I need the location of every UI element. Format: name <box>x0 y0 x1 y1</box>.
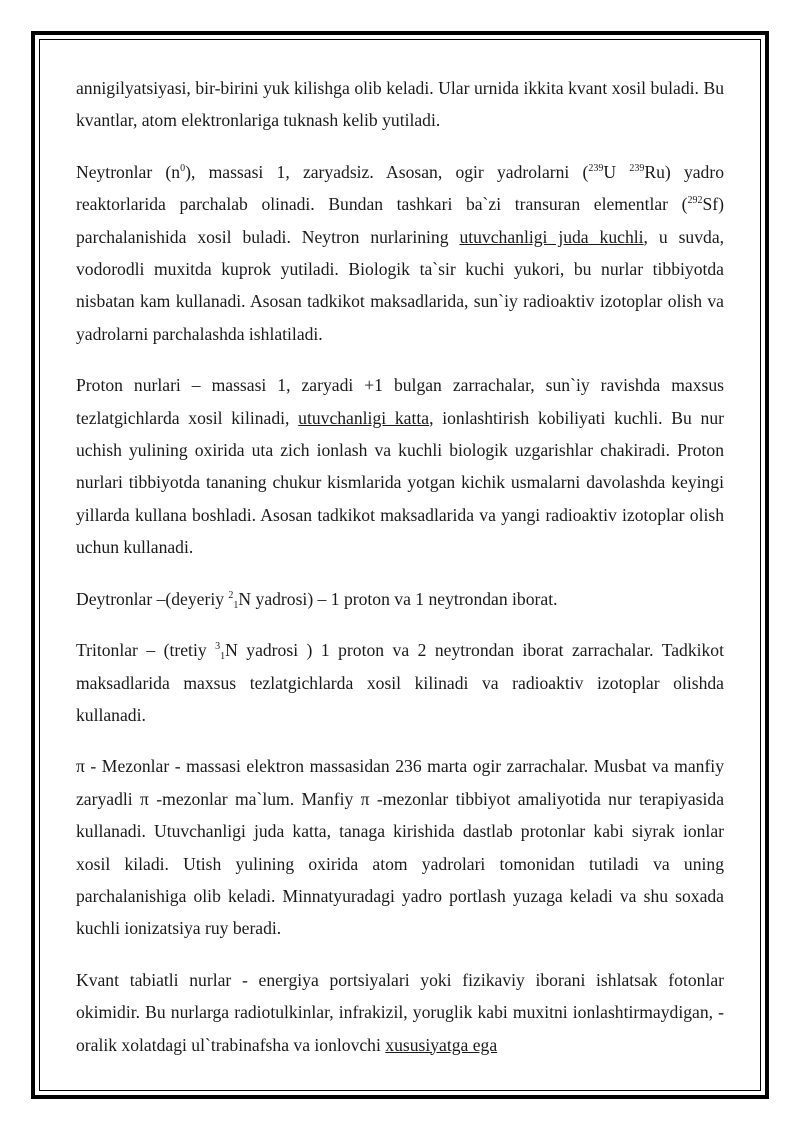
text-run: Proton nurlari – massasi 1, zaryadi +1 bulgan zarrachalar, sun`iy ravishda maxsus tezlatgichlarda xosil kilinadi, <box>76 375 724 428</box>
text-run: Tritonlar – (tretiy <box>76 640 216 661</box>
document-body <box>76 72 724 1061</box>
superscript: 2 <box>228 589 234 601</box>
underlined-phrase: utuvchanligi juda kuchli <box>459 226 644 247</box>
superscript: 292 <box>687 195 703 207</box>
paragraph-protons <box>76 369 724 563</box>
text-run: N yadrosi ) 1 proton va 2 neytrondan iborat zarrachalar. Tadkikot maksadlarida maxsus tezlatgichlarda xosil kilinadi va radioaktiv izotoplar olishda kullanadi. <box>76 640 724 725</box>
paragraph-quantum-rays <box>76 964 724 1061</box>
paragraph-tritons <box>76 634 724 731</box>
superscript: 239 <box>629 162 645 174</box>
superscript: 0 <box>180 162 186 174</box>
subscript: 1 <box>233 599 239 611</box>
text-run: N yadrosi) – 1 proton va 1 neytrondan iborat. <box>238 588 558 609</box>
text-run: Deytronlar –(deyeriy <box>76 588 229 609</box>
underlined-phrase: utuvchanligi katta <box>298 407 430 428</box>
text-run: Sf) parchalanishida xosil buladi. Neytron nurlarining <box>76 194 724 247</box>
superscript: 239 <box>588 162 604 174</box>
paragraph-text: annigilyatsiyasi, bir-birini yuk kilishga olib keladi. Ular urnida ikkita kvant xosil buladi. Bu kvantlar, atom elektronlariga tuknash kelib yutiladi. <box>76 78 724 131</box>
paragraph-annihilation <box>76 72 724 137</box>
text-run: U <box>603 161 630 182</box>
superscript: 3 <box>215 641 221 653</box>
text-run: Neytronlar (n <box>76 161 181 182</box>
text-run: ), massasi 1, zaryadsiz. Asosan, ogir yadrolarni ( <box>185 161 589 182</box>
paragraph-deuterons <box>76 583 724 615</box>
text-run: , u suvda, vodorodli muxitda kuprok yutiladi. Biologik ta`sir kuchi yukori, bu nurlar tibbiyotda nisbatan kam kullanadi. Asosan tadkikot maksadlarida, sun`iy radioaktiv izotoplar olish va yadrolarni parchalashda ishlatiladi. <box>76 226 725 344</box>
paragraph-neutrons <box>76 156 724 350</box>
subscript: 1 <box>220 651 226 663</box>
paragraph-pi-mesons <box>76 750 724 944</box>
paragraph-text: π - Mezonlar - massasi elektron massasidan 236 marta ogir zarrachalar. Musbat va manfiy zaryadli π -mezonlar ma`lum. Manfiy π -mezonlar tibbiyot amaliyotida nur terapiyasida kullanadi. Utuvchanligi juda katta, tanaga kirishida dastlab protonlar kabi siyrak ionlar xosil kiladi. Utish yulining oxirida atom yadrolari tomonidan tutiladi va uning parchalanishiga olib keladi. Minnatyuradagi yadro portlash yuzaga keladi va shu soxada kuchli ionizatsiya ruy beradi. <box>76 756 724 939</box>
text-run: Ru) yadro reaktorlarida parchalab olinadi. Bundan tashkari ba`zi transuran elementlar ( <box>76 161 724 215</box>
underlined-phrase: xususiyatga ega <box>385 1034 498 1055</box>
text-run: , ionlashtirish kobiliyati kuchli. Bu nur uchish yulining oxirida uta zich ionlash va kuchli biologik uzgarishlar chakiradi. Proton nurlari tibbiyotda tananing chukur kismlarida yotgan kichik usmalarni davolashda keyingi yillarda kullana boshladi. Asosan tadkikot maksadlarida va yangi radioaktiv izotoplar olish uchun kullanadi. <box>76 407 725 558</box>
text-run: Kvant tabiatli nurlar - energiya portsiyalari yoki fizikaviy iborani ishlatsak fotonlar okimidir. Bu nurlarga radiotulkinlar, infrakizil, yoruglik kabi muxitni ionlashtirmaydigan, - oralik xolatdagi ul`trabinafsha va ionlovchi <box>76 969 724 1055</box>
